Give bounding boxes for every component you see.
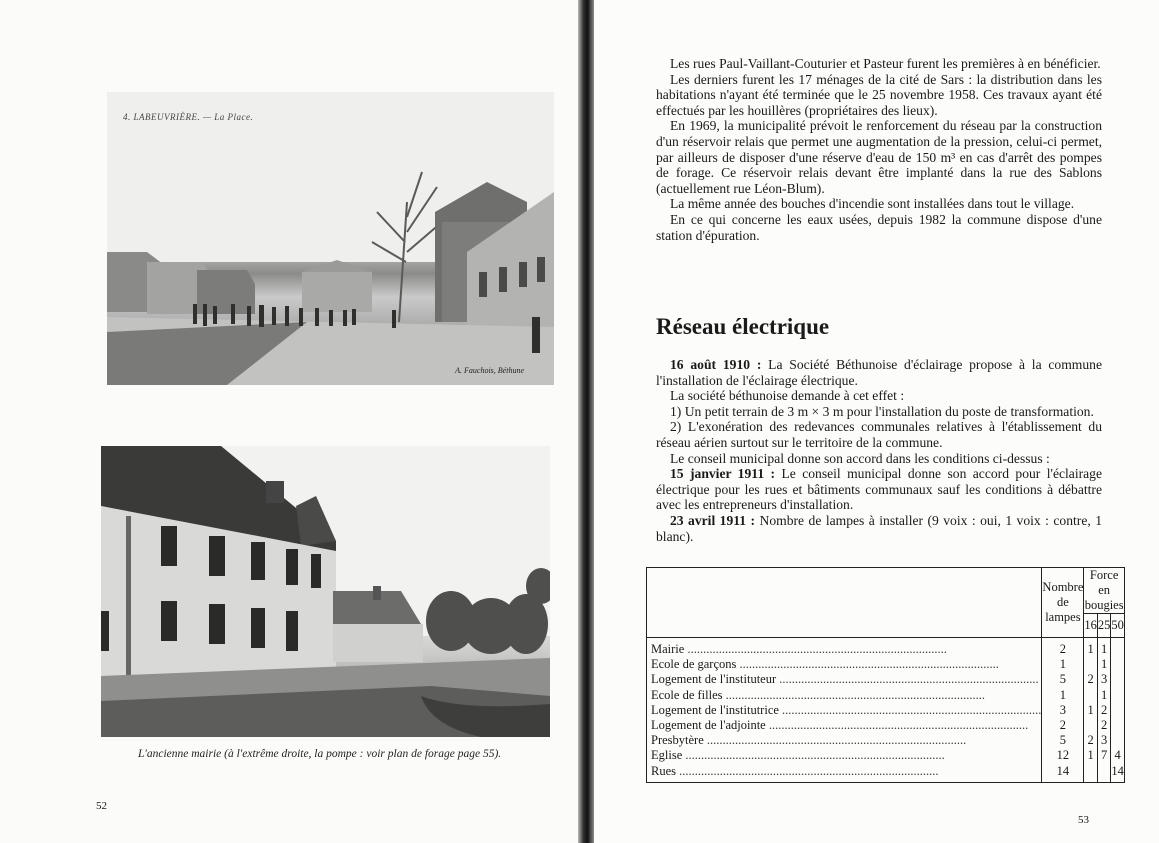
table-row-label: Logement de l'institutrice ..... [647, 703, 1041, 718]
table-cell-b25: 7 [1101, 748, 1108, 763]
paragraph-apr-1911 [656, 513, 1102, 544]
table-cell-b25: 3 [1101, 672, 1108, 687]
paragraph-1910 [656, 357, 1102, 388]
table-cell-b25: 1 [1101, 687, 1108, 702]
date-1910: 16 août 1910 : [670, 357, 762, 372]
table-row-label: Eglise ..... [647, 748, 1041, 763]
paragraph: En ce qui concerne les eaux usées, depuis 1982 la commune dispose d'une station d'épuration. [656, 211, 1102, 243]
section-heading: Réseau électrique [656, 314, 830, 339]
text-1910: La Société Béthunoise d'éclairage propose à la commune l'installation de l'éclairage électrique. [656, 357, 1103, 388]
header-50: 50 [1111, 614, 1125, 638]
paragraph: Les derniers furent les 17 ménages de la cité de Sars : la distribution dans les habitations n'ayant été terminée que le 25 novembre 1958. Ces travaux ayant été effectués par les houillères (propriétaires des lieux). [656, 71, 1102, 118]
table-cell-nombre: 14 [1056, 763, 1070, 778]
header-25: 25 [1097, 614, 1111, 638]
table-cell-b16 [1084, 718, 1097, 733]
table-cell-b16: 1 [1087, 702, 1094, 717]
table-cell-b50: 14 [1111, 763, 1124, 778]
paragraph: Le conseil municipal donne son accord dans les conditions ci-dessus : [670, 450, 1050, 466]
village-square-illustration [107, 92, 554, 385]
table-cell-b16: 2 [1087, 733, 1094, 748]
b25-column [1097, 638, 1111, 783]
text-jan-1911: Le conseil municipal donne son accord pour l'éclairage électrique pour les rues et bâtiments communaux sauf les conditions à débattre avec les entrepreneurs d'installation. [656, 466, 1102, 513]
header-force: Force en bougies [1084, 568, 1124, 612]
table-row-label: Ecole de filles ..... [647, 688, 1041, 703]
table-row-label: Rues ..... [647, 764, 1041, 779]
paragraph: Les rues Paul-Vaillant-Couturier et Pasteur furent les premières à en bénéficier. [670, 56, 1101, 71]
photo-caption: L'ancienne mairie (à l'extrême droite, la pompe : voir plan de forage page 55). [138, 748, 502, 760]
table-cell-nombre: 2 [1059, 642, 1067, 656]
table-cell-b50 [1111, 703, 1124, 718]
paragraph: 1) Un petit terrain de 3 m × 3 m pour l'installation du poste de transformation. [670, 403, 1094, 419]
photo-label: 4. LABEUVRIÈRE. — La Place. [123, 112, 254, 122]
b16-column [1084, 638, 1098, 783]
table-row-label: Mairie ..... [647, 642, 1041, 657]
table-cell-nombre: 5 [1059, 733, 1067, 748]
old-town-hall-illustration [101, 446, 550, 737]
table-cell-nombre: 3 [1059, 702, 1067, 717]
table-cell-b16: 1 [1087, 642, 1094, 656]
names-column [647, 638, 1042, 783]
table-cell-b25 [1098, 764, 1111, 779]
table-cell-nombre: 2 [1059, 717, 1067, 732]
table-cell-b16: 1 [1087, 748, 1094, 763]
table-cell-b50 [1111, 733, 1124, 748]
table-cell-b16 [1084, 657, 1097, 672]
section-text [656, 357, 1102, 544]
table-cell-b50 [1111, 657, 1124, 672]
table-cell-b25: 1 [1101, 642, 1108, 656]
table-row-label: Logement de l'instituteur ..... [647, 672, 1041, 687]
table-cell-b25: 2 [1101, 717, 1108, 732]
table-cell-b16 [1084, 764, 1097, 779]
lamps-table [646, 567, 1124, 783]
table-cell-b50: 4 [1114, 748, 1121, 763]
intro-text [656, 56, 1102, 243]
paragraph-jan-1911 [656, 466, 1102, 513]
nombre-column [1042, 638, 1084, 783]
paragraph: La société béthunoise demande à cet effet : [670, 388, 905, 404]
table-header-blank [647, 568, 1042, 638]
table-cell-b25: 3 [1101, 733, 1108, 748]
paragraph: 2) L'exonération des redevances communales relatives à l'établissement du réseau aérien surtout sur le territoire de la commune. [656, 419, 1102, 450]
table-cell-b50 [1111, 718, 1124, 733]
photo-village-square [107, 92, 554, 385]
table-cell-nombre: 12 [1056, 748, 1070, 763]
photo-old-town-hall [101, 446, 550, 737]
left-page [0, 0, 578, 843]
b50-column [1111, 638, 1125, 783]
date-apr-1911: 23 avril 1911 : [670, 512, 756, 528]
paragraph: La même année des bouches d'incendie sont installées dans tout le village. [670, 196, 1075, 212]
table-cell-b16: 2 [1087, 672, 1094, 687]
table-cell-b50 [1111, 672, 1124, 687]
table-row-label: Presbytère ..... [647, 733, 1041, 748]
table-cell-b16 [1084, 688, 1097, 703]
page-number-right: 53 [1078, 814, 1089, 826]
photo-credit: A. Fauchois, Béthune [455, 366, 524, 375]
table-cell-nombre: 1 [1059, 687, 1067, 702]
date-jan-1911: 15 janvier 1911 : [670, 466, 776, 482]
table-row-label: Logement de l'adjointe ..... [647, 718, 1041, 733]
header-16: 16 [1084, 614, 1098, 638]
table-cell-b25: 2 [1101, 702, 1108, 717]
paragraph: En 1969, la municipalité prévoit le renforcement du réseau par la construction d'un réservoir relais que permet une augmentation de la pression, celui-ci permet, par ailleurs de disposer d'une réserve d'eau de 150 m³ en cas d'arrêt des pompes de forage. Ce réservoir relais devant être implanté dans la rue des Sablons (actuellement rue Léon-Blum). [656, 118, 1102, 196]
table-row-label: Ecole de garçons ..... [647, 657, 1041, 672]
table-cell-nombre: 5 [1059, 672, 1067, 687]
page-number-left: 52 [96, 800, 107, 812]
right-page [594, 0, 1159, 843]
table-cell-nombre: 1 [1059, 657, 1067, 672]
table-cell-b50 [1111, 688, 1124, 703]
text-apr-1911: Nombre de lampes à installer (9 voix : oui, 1 voix : contre, 1 blanc). [656, 512, 1103, 544]
book-gutter [578, 0, 594, 843]
table-cell-b50 [1111, 642, 1124, 657]
table-cell-b25: 1 [1101, 657, 1108, 672]
header-nombre: Nombre de lampes [1042, 568, 1084, 638]
